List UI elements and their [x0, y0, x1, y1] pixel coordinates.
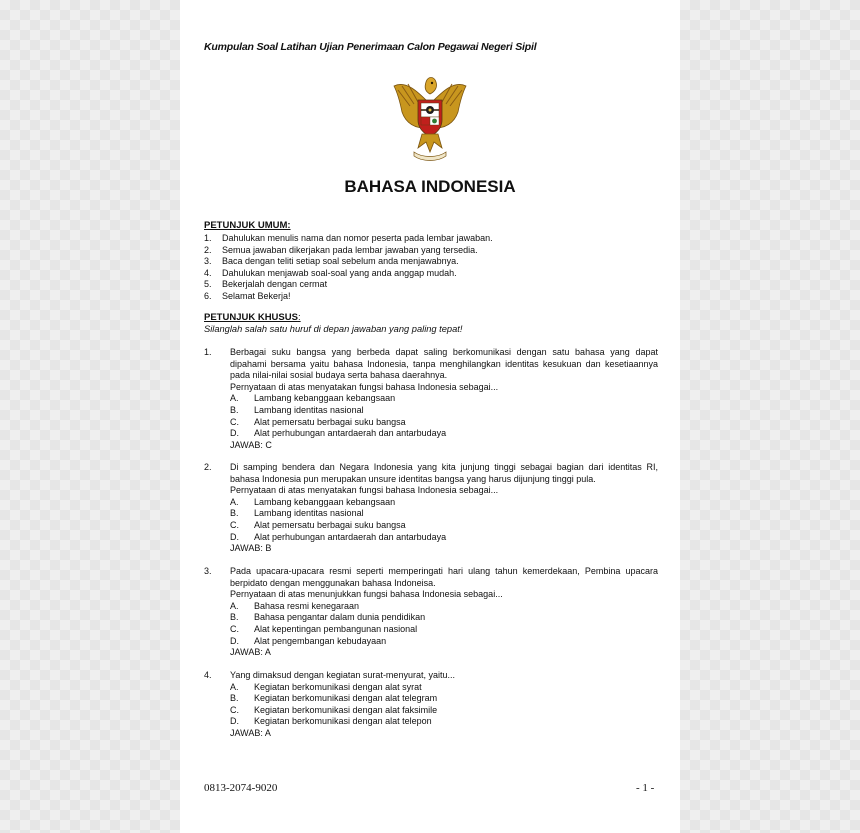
garuda-emblem-icon — [388, 72, 472, 164]
question-text: Yang dimaksud dengan kegiatan surat-menyurat, yaitu... — [230, 670, 455, 680]
question-text: Pada upacara-upacara resmi seperti memperingati hari ulang tahun kemerdekaan, Pembina upacara berpidato dengan menggunakan bahasa Indoneisa. — [230, 566, 658, 588]
option-a: A. Bahasa resmi kenegaraan — [230, 600, 360, 611]
question-number: 1. — [204, 347, 212, 357]
list-item: 1. Dahulukan menulis nama dan nomor peserta pada lembar jawaban. — [204, 233, 493, 243]
list-item: 5. Bekerjalah dengan cermat — [204, 279, 328, 290]
question-statement: Pernyataan di atas menunjukkan fungsi bahasa Indonesia sebagai... — [230, 589, 503, 600]
petunjuk-umum-heading: PETUNJUK UMUM: — [204, 220, 291, 231]
list-item: 2. Semua jawaban dikerjakan pada lembar jawaban yang tersedia. — [204, 244, 478, 255]
footer-phone: 0813-2074-9020 — [204, 782, 278, 794]
option-a: A. Lambang kebanggaan kebangsaan — [230, 393, 396, 404]
list-item: 6. Selamat Bekerja! — [204, 290, 291, 301]
petunjuk-khusus-description: Silanglah salah satu huruf di depan jawaban yang paling tepat! — [204, 324, 463, 334]
question-number: 2. — [204, 462, 212, 472]
question-3 — [204, 566, 658, 659]
question-1 — [204, 347, 658, 451]
option-a: A. Lambang kebanggaan kebangsaan — [230, 496, 396, 507]
answer-key: JAWAB: A — [230, 727, 271, 738]
option-c: C. Alat kepentingan pembangunan nasional — [230, 623, 418, 634]
option-d: D. Alat pengembangan kebudayaan — [230, 635, 387, 646]
question-statement: Pernyataan di atas menyatakan fungsi bahasa Indonesia sebagai... — [230, 485, 499, 496]
question-text: Di samping bendera dan Negara Indonesia yang kita junjung tinggi sebagai bagian dari identitas RI, bahasa Indonesia pun merupakan unsure identitas bangsa yang harus dijunjung tinggi pula. — [230, 462, 658, 484]
option-d: D. Kegiatan berkomunikasi dengan alat telepon — [230, 716, 432, 727]
answer-key: JAWAB: C — [230, 439, 272, 450]
general-instructions-list — [204, 233, 493, 303]
question-text: Berbagai suku bangsa yang berbeda dapat saling berkomunikasi dengan satu bahasa yang dapat dipahami bersama yaitu bahasa Indonesia, tanpa menghilangkan identitas kesukuan dan kesetiaannya pada nilai-nilai sosial budaya serta bahasa daerahnya. — [230, 347, 658, 381]
option-a: A. Kegiatan berkomunikasi dengan alat syrat — [230, 681, 422, 692]
option-d: D. Alat perhubungan antardaerah dan antarbudaya — [230, 428, 447, 439]
question-2 — [204, 462, 658, 555]
question-number: 4. — [204, 670, 212, 680]
running-header: Kumpulan Soal Latihan Ujian Penerimaan Calon Pegawai Negeri Sipil — [204, 41, 537, 53]
question-number: 3. — [204, 566, 212, 576]
option-c: C. Alat pemersatu berbagai suku bangsa — [230, 416, 406, 427]
list-item: 4. Dahulukan menjawab soal-soal yang anda anggap mudah. — [204, 267, 457, 278]
page-number: - 1 - — [636, 782, 655, 794]
document-title: BAHASA INDONESIA — [344, 177, 516, 196]
option-b: B. Lambang identitas nasional — [230, 508, 364, 519]
petunjuk-khusus-heading: PETUNJUK KHUSUS: — [204, 312, 301, 323]
option-c: C. Alat pemersatu berbagai suku bangsa — [230, 519, 406, 530]
option-b: B. Bahasa pengantar dalam dunia pendidikan — [230, 612, 426, 623]
answer-key: JAWAB: A — [230, 647, 271, 658]
question-statement: Pernyataan di atas menyatakan fungsi bahasa Indonesia sebagai... — [230, 381, 499, 392]
option-b: B. Lambang identitas nasional — [230, 404, 364, 415]
option-c: C. Kegiatan berkomunikasi dengan alat faksimile — [230, 704, 438, 715]
option-b: B. Kegiatan berkomunikasi dengan alat telegram — [230, 693, 438, 704]
list-item: 3. Baca dengan teliti setiap soal sebelum anda menjawabnya. — [204, 256, 459, 267]
answer-key: JAWAB: B — [230, 543, 272, 554]
option-d: D. Alat perhubungan antardaerah dan antarbudaya — [230, 531, 447, 542]
question-4 — [204, 670, 658, 740]
